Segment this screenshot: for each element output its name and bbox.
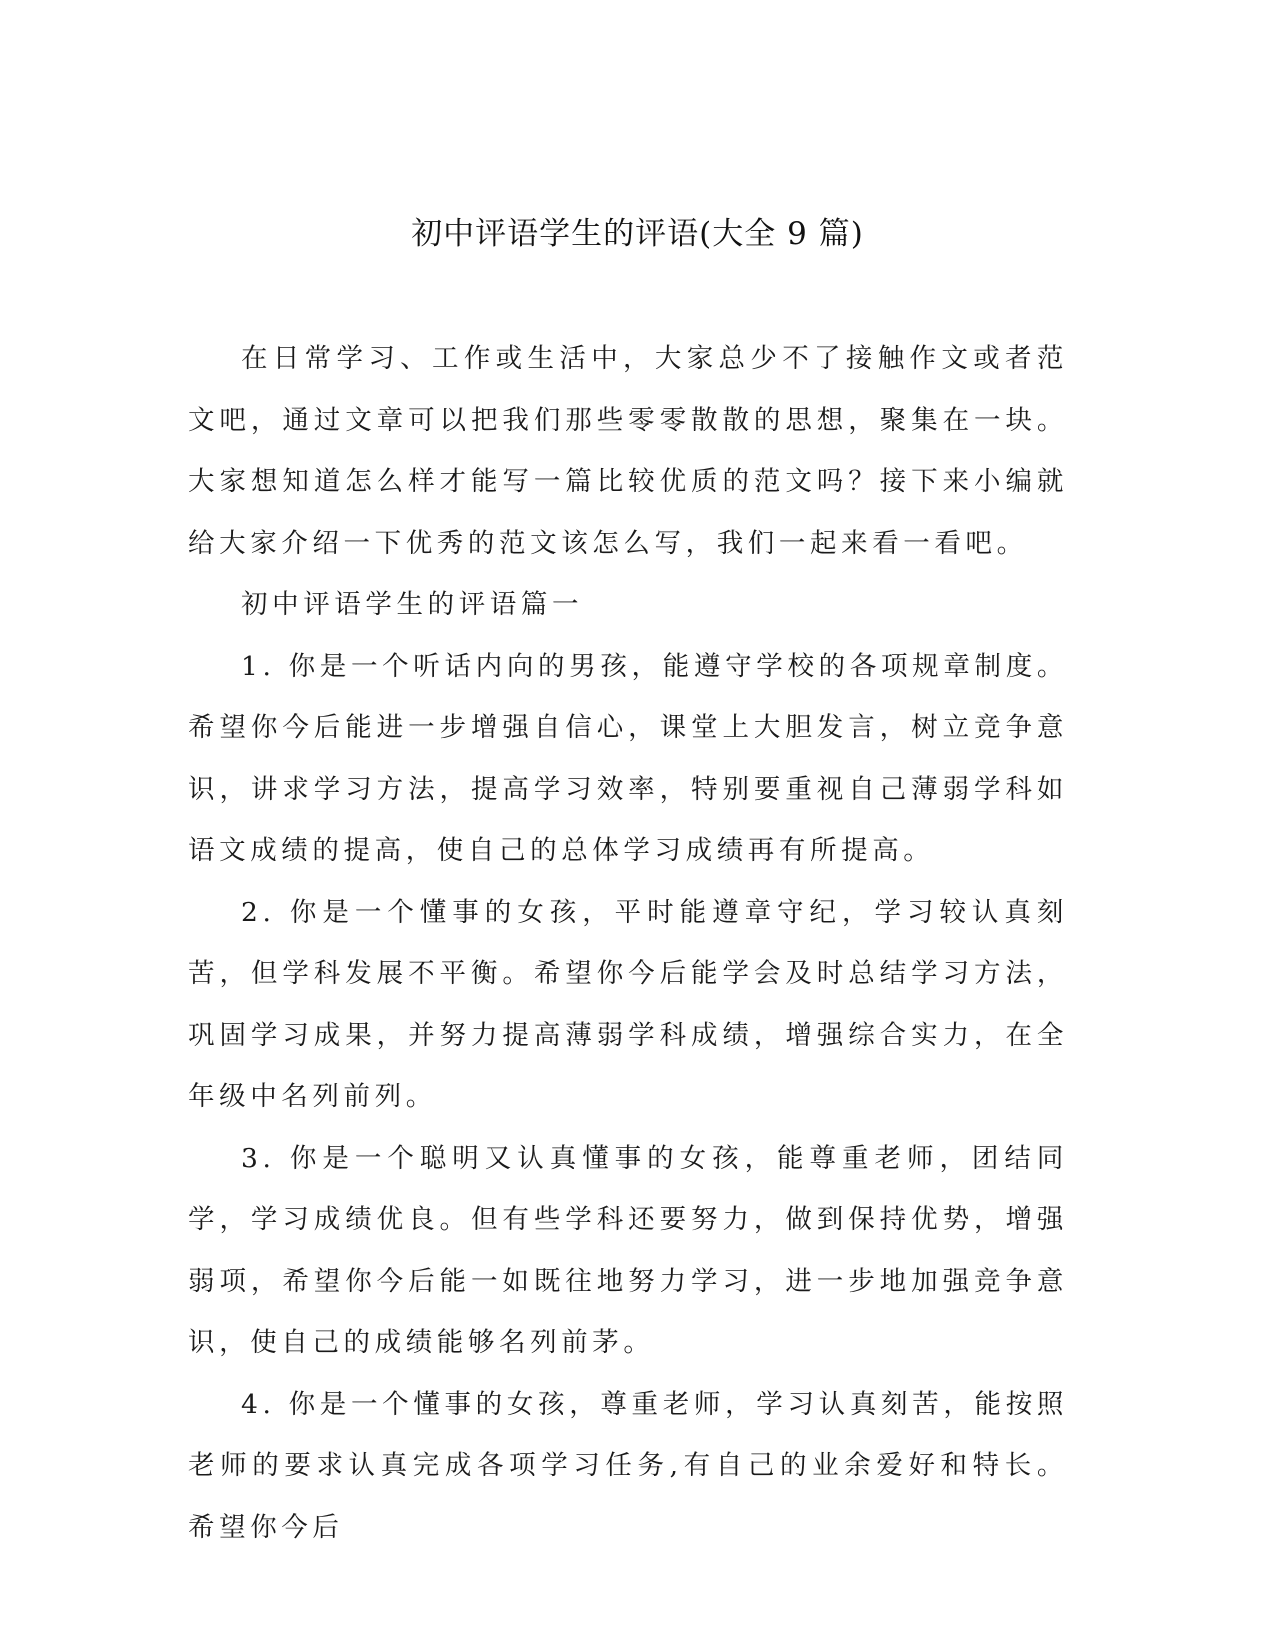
comment-paragraph-3: 3. 你是一个聪明又认真懂事的女孩，能尊重老师，团结同学，学习成绩优良。但有些学科还要努力，做到保持优势，增强弱项，希望你今后能一如既往地努力学习，进一步地加强竞争意识，使自己的成绩能够名列前茅。 bbox=[188, 1142, 1068, 1358]
section-heading: 初中评语学生的评语篇一 bbox=[241, 589, 584, 620]
intro-paragraph: 在日常学习、工作或生活中，大家总少不了接触作文或者范文吧，通过文章可以把我们那些零零散散的思想，聚集在一块。大家想知道怎么样才能写一篇比较优质的范文吗？接下来小编就给大家介绍一下优秀的范文该怎么写，我们一起来看一看吧。 bbox=[188, 343, 1068, 559]
comment-paragraph-2: 2. 你是一个懂事的女孩，平时能遵章守纪，学习较认真刻苦，但学科发展不平衡。希望你今后能学会及时总结学习方法，巩固学习成果，并努力提高薄弱学科成绩，增强综合实力，在全年级中名列前列。 bbox=[188, 896, 1068, 1112]
document-title: 初中评语学生的评语(大全 9 篇) bbox=[411, 216, 864, 252]
document-body bbox=[188, 328, 1068, 1558]
comment-paragraph-1: 1. 你是一个听话内向的男孩，能遵守学校的各项规章制度。希望你今后能进一步增强自信心，课堂上大胆发言，树立竞争意识，讲求学习方法，提高学习效率，特别要重视自己薄弱学科如语文成绩的提高，使自己的总体学习成绩再有所提高。 bbox=[188, 650, 1068, 866]
comment-paragraph-4: 4. 你是一个懂事的女孩，尊重老师，学习认真刻苦，能按照老师的要求认真完成各项学习任务,有自己的业余爱好和特长。希望你今后 bbox=[188, 1388, 1068, 1543]
